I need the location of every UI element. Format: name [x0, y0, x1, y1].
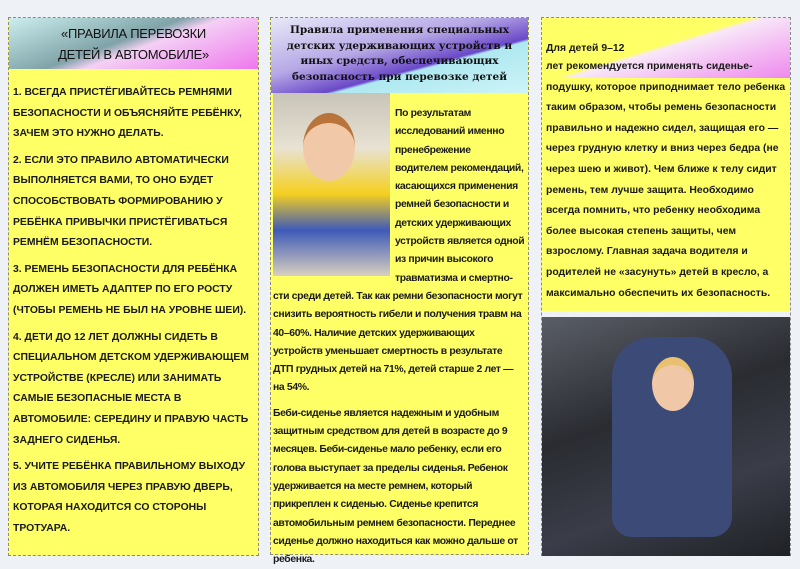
- rule-item: 3. РЕМЕНЬ БЕЗОПАСНОСТИ ДЛЯ РЕБЁНКА ДОЛЖЕН ИМЕТЬ АДАПТЕР ПО ЕГО РОСТУ (ЧТОБЫ РЕМЕНЬ НЕ БЫЛ НА УРОВНЕ ШЕИ).: [13, 263, 247, 316]
- title-line: «ПРАВИЛА ПЕРЕВОЗКИ: [61, 26, 206, 41]
- booster-panel: [541, 17, 791, 556]
- child-car-seat-photo: [542, 317, 790, 556]
- rule-item: 5. УЧИТЕ РЕБЁНКА ПРАВИЛЬНОМУ ВЫХОДУ ИЗ АВТОМОБИЛЯ ЧЕРЕЗ ПРАВУЮ ДВЕРЬ, КОТОРАЯ НАХОДИТСЯ СО СТОРОНЫ ТРОТУАРА.: [13, 461, 246, 534]
- booster-text: [542, 18, 790, 311]
- rules-list: [9, 69, 258, 539]
- rule-item: 4. ДЕТИ ДО 12 ЛЕТ ДОЛЖНЫ СИДЕТЬ В СПЕЦИАЛЬНОМ ДЕТСКОМ УДЕРЖИВАЮЩЕМ УСТРОЙСТВЕ (КРЕСЛЕ) ИЛИ ЗАНИМАТЬ САМЫЕ БЕЗОПАСНЫЕ МЕСТА В АВТОМОБИЛЕ: СЕРЕДИНУ И ПРАВУЮ ЧАСТЬ ЗАДНЕГО СИДЕНЬЯ.: [13, 331, 249, 446]
- title-line: ДЕТЕЙ В АВТОМОБИЛЕ»: [58, 47, 209, 62]
- restraint-title: Правила применения специальных детских удерживающих устройств и иных средств, обеспечивающих безопасность при перевозке детей: [271, 18, 528, 93]
- rules-panel: [8, 17, 259, 556]
- booster-heading: Для детей 9–12: [546, 43, 625, 54]
- body-text: [271, 93, 528, 569]
- booster-paragraph: лет рекомендуется применять сиденье-подушку, которое приподнимает тело ребенка таким образом, чтобы ремень безопасности правильно и надежно сидел, защищая его — через грудную клетку и вниз через бедра (не через шею и живот). Чем ближе к телу сидит ремень, тем лучше защита. Необходимо всегда помнить, что ребенку необходима более высокая степень защиты, чем взрослому. Главная задача водителя и родителей не «засунуть» детей в кресло, а максимально обеспечить их безопасность.: [546, 61, 786, 299]
- rules-title: [9, 18, 258, 69]
- rule-item: 1. ВСЕГДА ПРИСТЁГИВАЙТЕСЬ РЕМНЯМИ БЕЗОПАСНОСТИ И ОБЪЯСНЯЙТЕ РЕБЁНКУ, ЗАЧЕМ ЭТО НУЖНО ДЕЛАТЬ.: [13, 87, 242, 140]
- baby-seat-paragraph: Беби-сиденье является надежным и удобным защитным средством для детей в возрасте до 9 месяцев. Беби-сиденье мало ребенку, если его голова выступает за пределы сиденья. Ребенок удерживается на месте ремнем, который прикреплен к сиденью. Сиденье крепится автомобильным ремнем безопасности. Переднее сиденье должно находиться как можно дальше от ребенка.: [273, 407, 518, 566]
- rule-item: 2. ЕСЛИ ЭТО ПРАВИЛО АВТОМАТИЧЕСКИ ВЫПОЛНЯЕТСЯ ВАМИ, ТО ОНО БУДЕТ СПОСОБСТВОВАТЬ ФОРМИРОВАНИЮ У РЕБЁНКА ПРИВЫЧКИ ПРИСТЁГИВАТЬСЯ РЕМНЁМ БЕЗОПАСНОСТИ.: [13, 154, 229, 249]
- restraint-panel: [270, 17, 529, 566]
- statistics-text: сти среди детей. Так как ремни безопасности могут снизить вероятность гибели и получения травм на 40–60%. Наличие детских удерживающих устройств уменьшает смертность в результате ДТП грудных детей на 71%, детей старше 2 лет — на 54%.: [273, 290, 523, 394]
- child-seatbelt-photo: [273, 93, 390, 276]
- research-text: По результатам исследований именно пренебрежение водителем рекомендаций, касающихся применения ремней безопасности и детских удерживающих устройств является одной из причин высокого травматизма и смертно-: [395, 108, 525, 284]
